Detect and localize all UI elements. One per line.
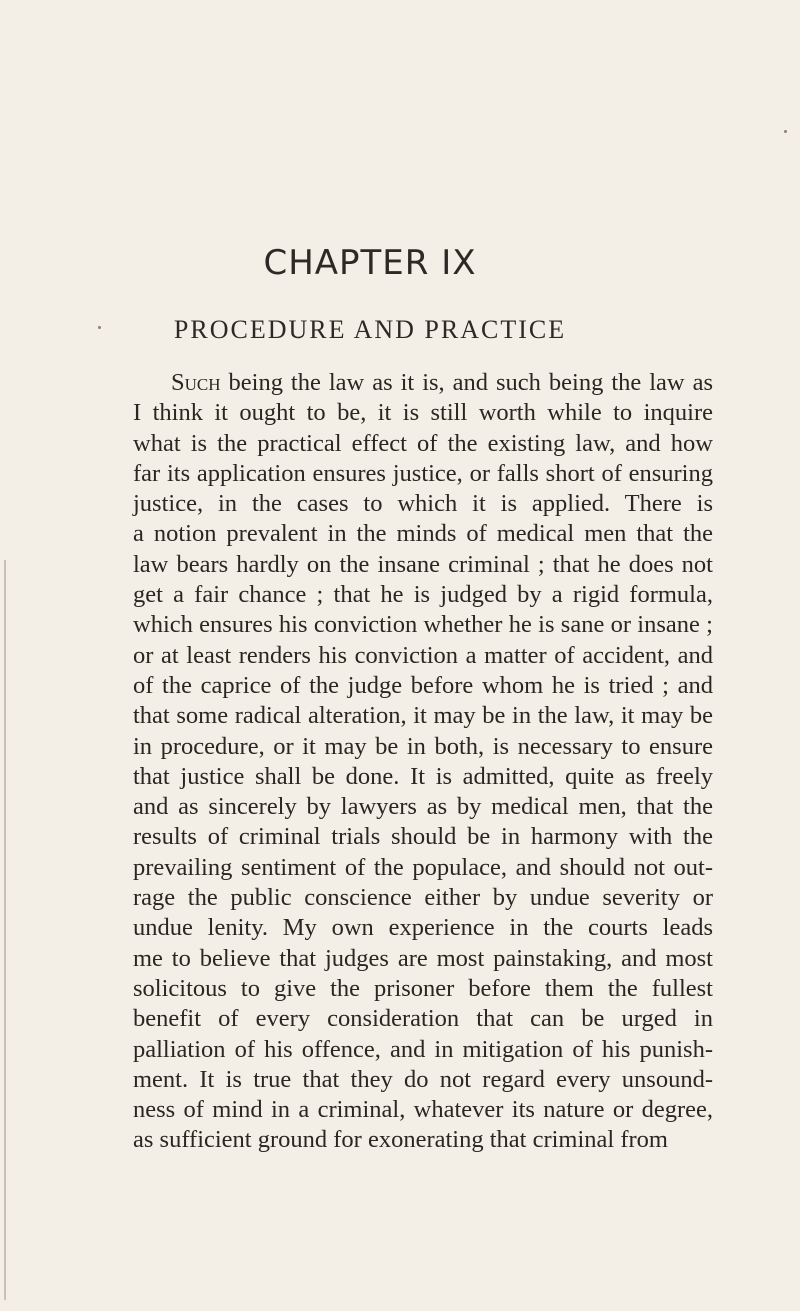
text-line-26: as sufficient ground for exonerating that criminal from	[133, 1126, 668, 1154]
text-line-13: in procedure, or it may be in both, is necessary to ensure	[133, 732, 713, 760]
paper-speck	[784, 130, 787, 133]
text-line-6: a notion prevalent in the minds of medical men that the	[133, 520, 713, 548]
text-line-7: law bears hardly on the insane criminal ; that he does not	[133, 550, 713, 578]
text-line-3: what is the practical effect of the existing law, and how	[133, 429, 713, 457]
text-line-8: get a fair chance ; that he is judged by a rigid formula,	[133, 581, 713, 609]
text-line-12: that some radical alteration, it may be in the law, it may be	[133, 702, 713, 730]
text-line-16: results of criminal trials should be in harmony with the	[133, 823, 713, 851]
text-line-1: Such being the law as it is, and such being the law as	[171, 369, 713, 396]
drop-word: Such	[171, 369, 221, 396]
text-line-15: and as sincerely by lawyers as by medical men, that the	[133, 793, 713, 821]
text-line-23: palliation of his offence, and in mitigation of his punish-	[133, 1035, 713, 1063]
text-line-18: rage the public conscience either by undue severity or	[133, 884, 713, 912]
body-paragraph	[133, 368, 713, 1156]
section-title: PROCEDURE AND PRACTICE	[173, 315, 567, 344]
text-line-11: of the caprice of the judge before whom he is tried ; and	[133, 671, 713, 699]
text-line-4: far its application ensures justice, or falls short of ensuring	[133, 459, 713, 487]
text-line-5: justice, in the cases to which it is applied. There is	[133, 490, 713, 518]
paper-speck	[98, 326, 101, 329]
text-line-22: benefit of every consideration that can be urged in	[133, 1005, 713, 1033]
page-edge-shadow	[4, 560, 6, 1300]
text-line-14: that justice shall be done. It is admitted, quite as freely	[133, 762, 713, 790]
text-line-21: solicitous to give the prisoner before them the fullest	[133, 974, 713, 1002]
text-line-9: which ensures his conviction whether he is sane or insane ;	[133, 611, 713, 639]
text-line-19: undue lenity. My own experience in the courts leads	[133, 914, 713, 942]
text-line-17: prevailing sentiment of the populace, and should not out-	[133, 853, 713, 881]
text-line-25: ness of mind in a criminal, whatever its nature or degree,	[133, 1096, 713, 1124]
chapter-title: CHAPTER IX	[263, 243, 477, 283]
text-line-20: me to believe that judges are most painstaking, and most	[133, 944, 713, 972]
text-line-2: I think it ought to be, it is still worth while to inquire	[133, 399, 713, 427]
text-line-24: ment. It is true that they do not regard every unsound-	[133, 1065, 713, 1093]
text-line-10: or at least renders his conviction a matter of accident, and	[133, 641, 713, 669]
